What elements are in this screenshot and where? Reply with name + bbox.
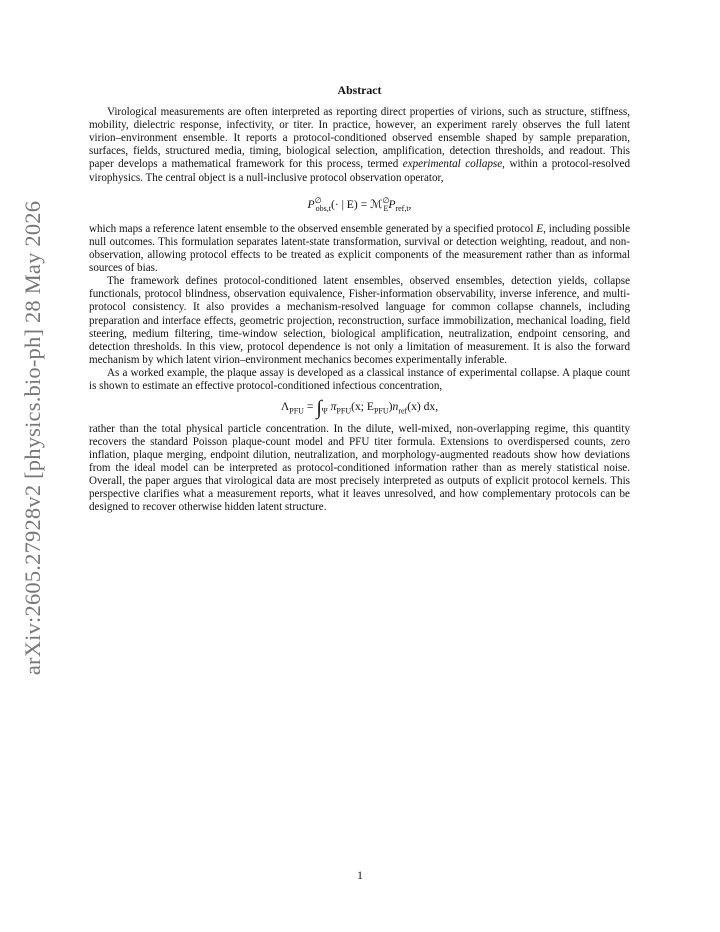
p1-text-a: Virological measurements are often interpreted as reporting direct properties of virions, such as structure, stiffness, mobility, dielectric response, infectivity, or titer. In practice, however, an experiment rarely observes the full latent virion–environment ensemble. It reports a protocol-conditioned observed ensemble shaped by sample preparation, surfaces, fields, structured media, timing, biological selection, amplification, detection thresholds, and readout. This paper develops a mathematical framework for this process, termed (89, 106, 630, 171)
equation-observation-operator: $P^\emptyset_{obs,t}(\cdot$ | $E) = ℳ^\emptyset_EP_{ref,t}$, (307, 195, 412, 213)
abstract-section (89, 84, 630, 514)
abstract-paragraph-1 (89, 106, 630, 185)
arxiv-identifier: arXiv:2605.27928v2 [physics.bio-ph] 28 May 2026 (20, 200, 45, 676)
abstract-paragraph-2: which maps a reference latent ensemble to the observed ensemble generated by a specified protocol E, including possible null outcomes. This formulation separates latent-state transformation, survival or detection weighting, readout, and non-observation, allowing protocol effects to be treated as explicit components of the measurement rather than as informal sources of bias. (89, 222, 630, 275)
abstract-paragraph-5: rather than the total physical particle concentration. In the dilute, well-mixed, non-overlapping regime, this quantity recovers the standard Poisson plaque-count model and PFU titer formula. Extensions to overdispersed counts, zero inflation, plaque merging, endpoint dilution, neutralization, and morphology-augmented readouts show how deviations from the ideal model can be interpreted as protocol-conditioned information rather than as merely statistical noise. Overall, the paper argues that virological data are most precisely interpreted as outputs of explicit protocol kernels. This perspective clarifies what a measurement reports, what it leaves unresolved, and how complementary protocols can be designed to recover otherwise hidden latent structure. (89, 422, 630, 514)
page-number: 1 (357, 870, 363, 882)
equation-plaque-count: $\Lambda_{PFU} = \int_\Psi$ $\pi_{PFU}(x$; $E_{PFU})n_{ref}(x)$ dx, (280, 397, 439, 420)
abstract-paragraph-3: The framework defines protocol-conditioned latent ensembles, observed ensembles, detection yields, collapse functionals, protocol blindness, observation equivalence, Fisher-information observability, inverse inference, and multi-protocol consistency. It also provides a mechanism-resolved language for common collapse channels, including preparation and interface effects, geometric projection, reconstruction, surface immobilization, mechanical loading, field steering, medium filtering, time-window selection, biological amplification, neutralization, endpoint censoring, and detection thresholds. In this view, protocol dependence is not only a limitation of measurement. It is also the forward mechanism by which latent virion–environment mechanics becomes experimentally inferable. (89, 275, 630, 366)
arxiv-sidebar (18, 200, 48, 676)
abstract-heading: Abstract (337, 83, 382, 97)
abstract-paragraph-4: As a worked example, the plaque assay is developed as a classical instance of experimental collapse. A plaque count is shown to estimate an effective protocol-conditioned infectious concentration, (89, 366, 630, 393)
p1-text-b: , within a protocol-resolved virophysics. The central object is a null-inclusive protocol observation operator, (89, 158, 630, 184)
p1-emphasis: experimental collapse (402, 158, 503, 171)
